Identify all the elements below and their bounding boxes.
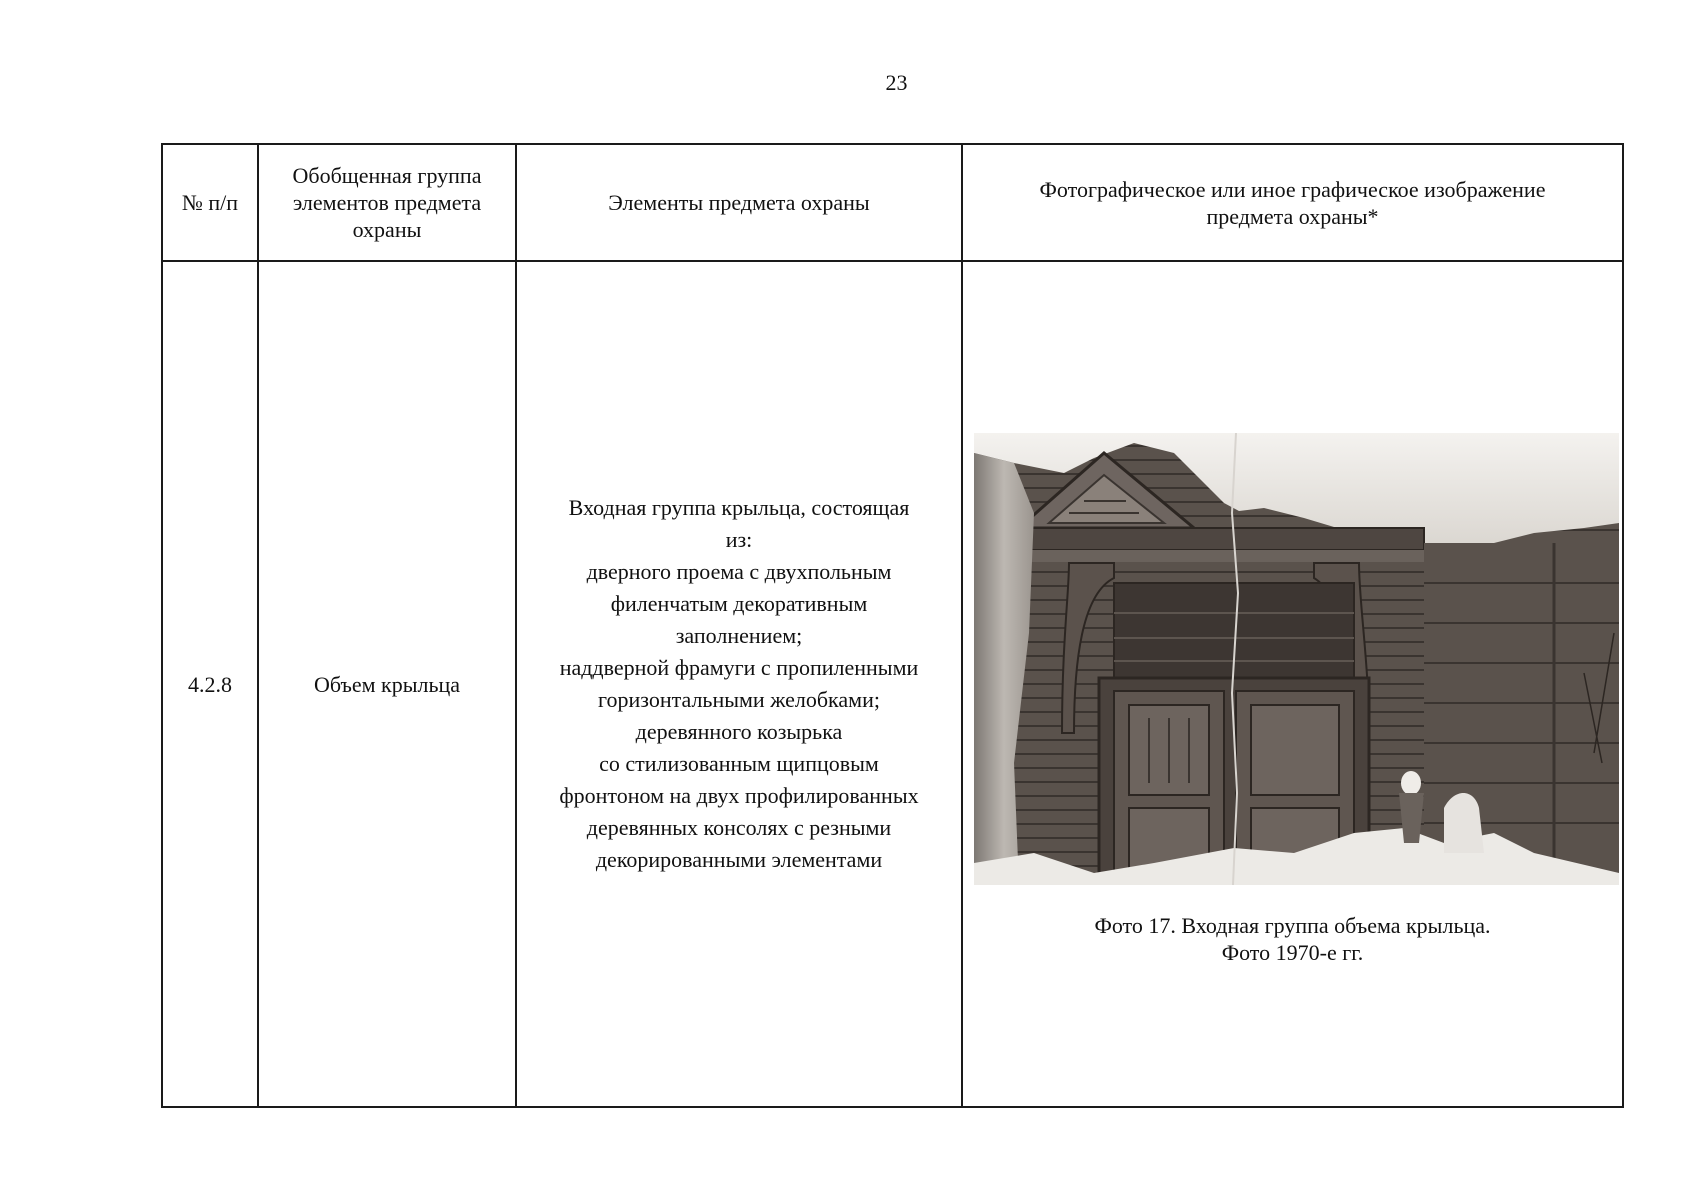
row-photo [962,261,1623,1107]
row-number: 4.2.8 [162,261,258,1107]
table-header-row [162,144,1623,261]
elements-line: горизонтальными желобками; [598,687,880,712]
elements-line: из: [725,527,753,552]
row-group: Объем крыльца [258,261,516,1107]
elements-line: деревянного козырька [635,719,843,744]
protection-table [161,143,1624,1108]
elements-line: наддверной фрамуги с пропиленными [559,655,919,680]
elements-line: Входная группа крыльца, состоящая [568,495,910,520]
elements-line: деревянных консолях с резными [586,815,892,840]
caption-line: Фото 1970-е гг. [1221,940,1364,965]
caption-line: Фото 17. Входная группа объема крыльца. [1094,913,1491,938]
elements-line: декорированными элементами [595,847,883,872]
elements-line: филенчатым декоративным [610,591,868,616]
porch-photo-image [974,433,1619,885]
row-elements [516,261,962,1107]
elements-list [525,492,953,876]
elements-line: со стилизованным щипцовым [599,751,879,776]
elements-line: дверного проема с двухпольным [586,559,892,584]
header-group: Обобщенная группа элементов предмета охраны [258,144,516,261]
elements-line: заполнением; [675,623,803,648]
porch-photo [974,433,1619,885]
header-photo: Фотографическое или иное графическое изображение предмета охраны* [962,144,1623,261]
table-row [162,261,1623,1107]
header-number: № п/п [162,144,258,261]
page-number: 23 [885,70,908,95]
elements-line: фронтоном на двух профилированных [559,783,919,808]
header-elements: Элементы предмета охраны [516,144,962,261]
photo-caption [963,912,1622,966]
